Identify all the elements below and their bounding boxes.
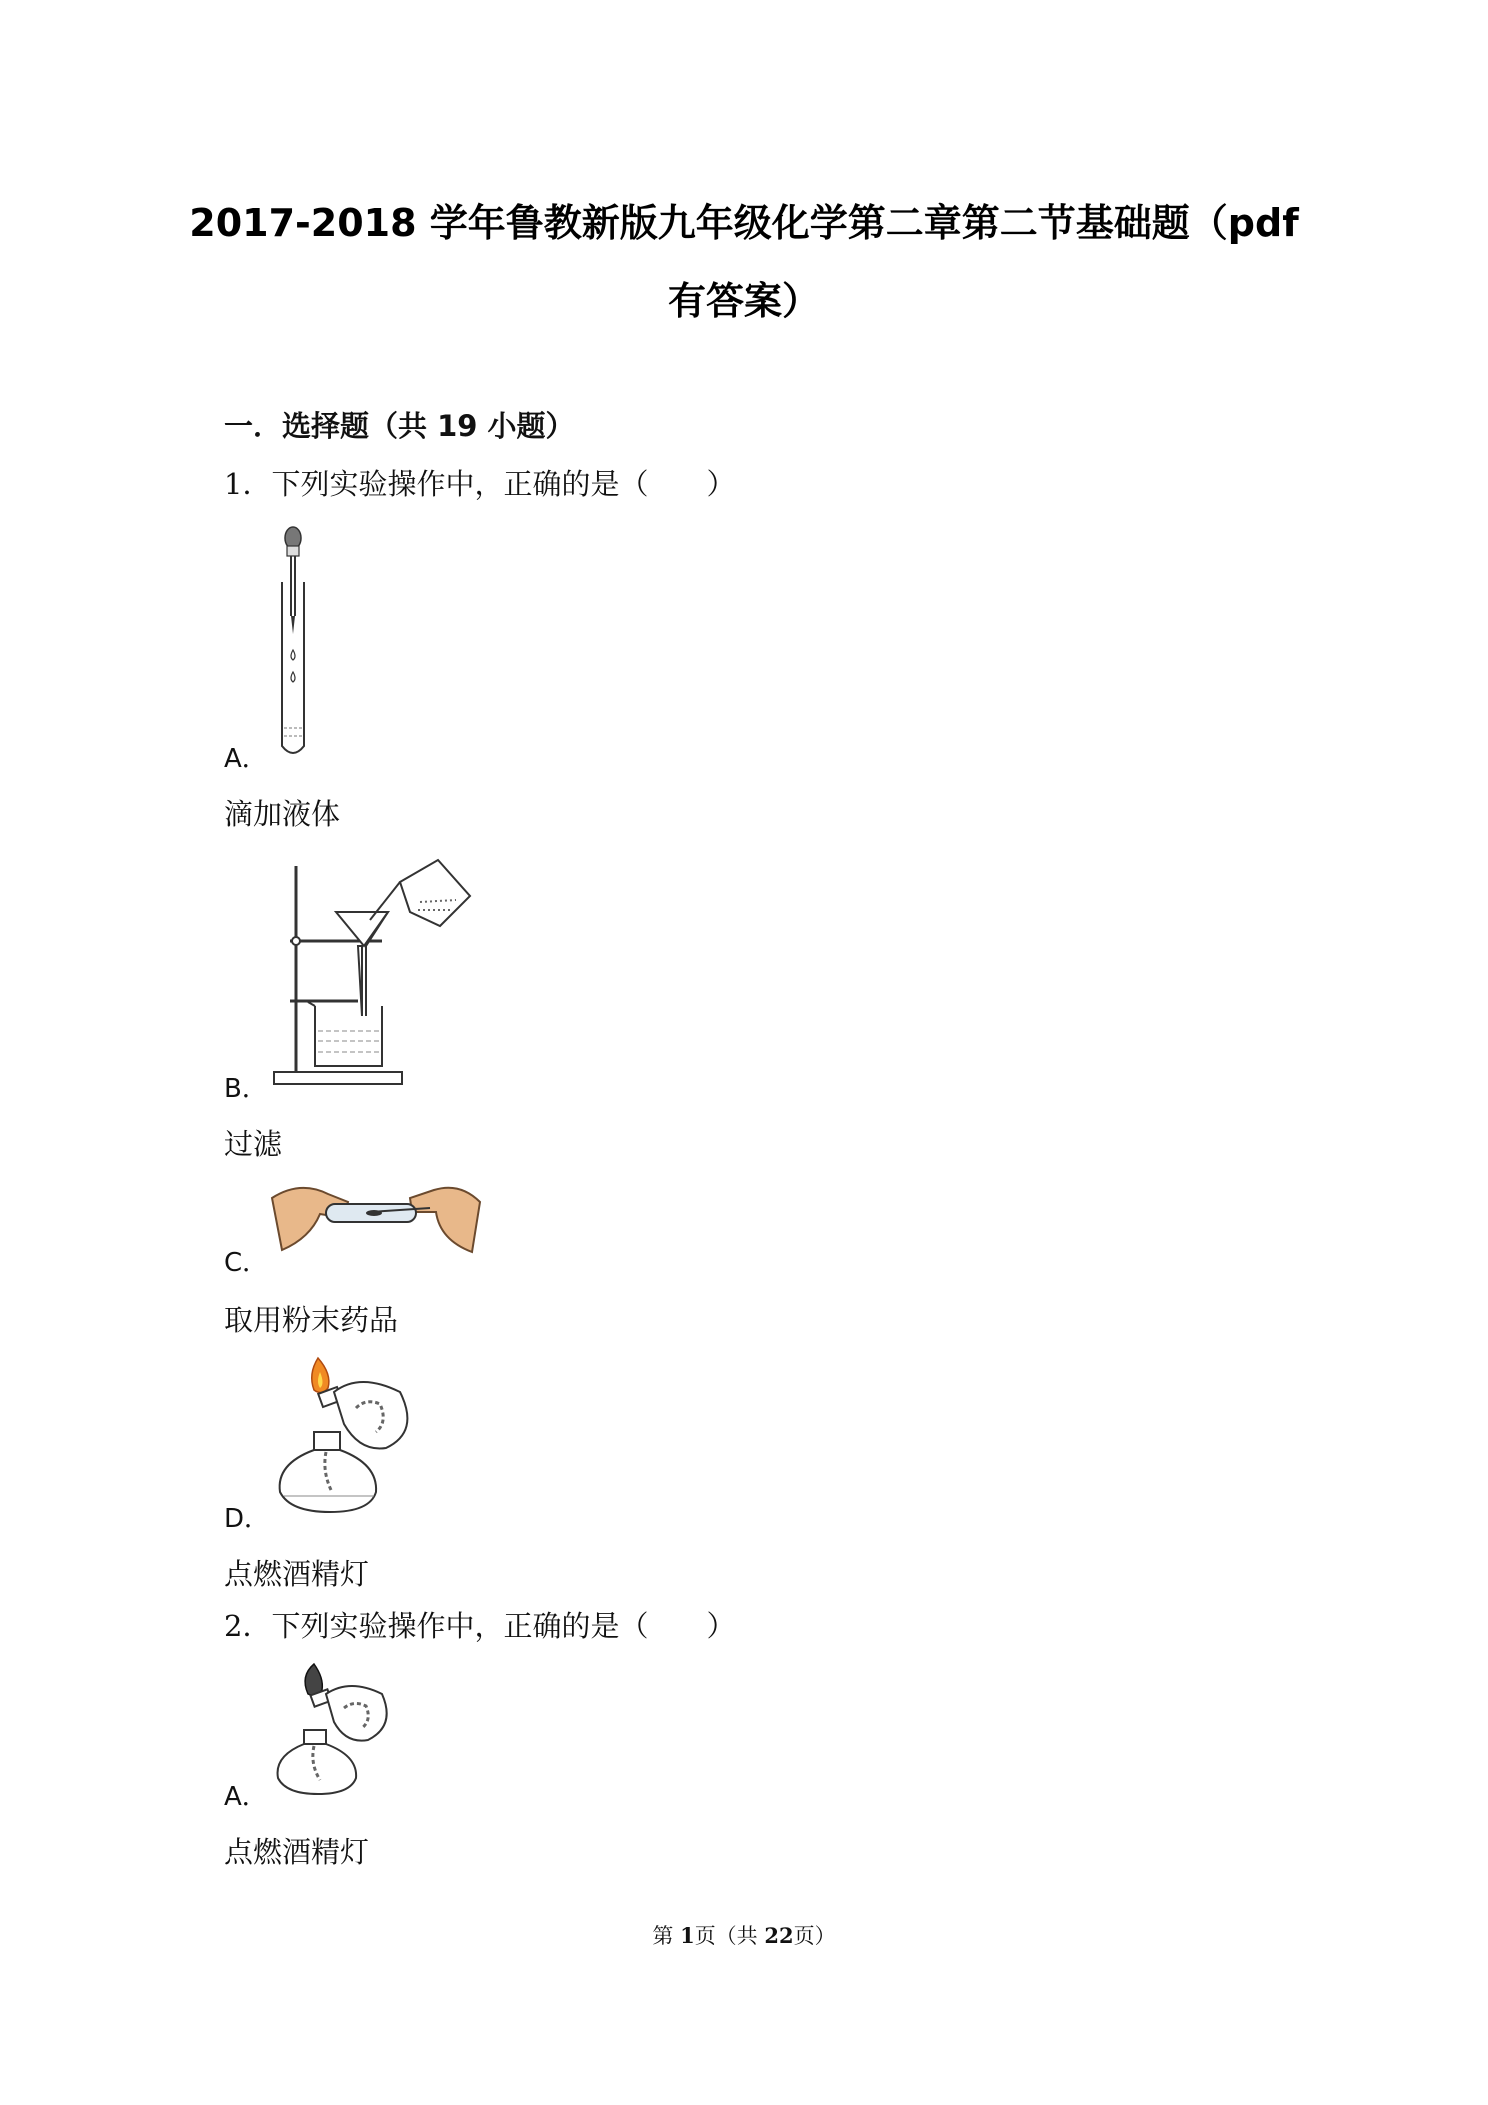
question-1-stem: 1．下列实验操作中，正确的是（ ） [224, 467, 736, 501]
alcohol-lamp-lighting-icon [270, 1352, 420, 1520]
hands-test-tube-icon [270, 1178, 482, 1260]
footer-middle: 页（共 [694, 1924, 765, 1948]
option-caption-c: 取用粉末药品 [224, 1303, 399, 1337]
option-caption-a: 滴加液体 [224, 797, 341, 831]
option-caption-b: 过滤 [224, 1127, 283, 1161]
q2-option-caption-a: 点燃酒精灯 [224, 1835, 370, 1869]
page-footer [0, 1920, 1488, 1950]
option-label-a: A． [224, 744, 268, 774]
filtration-apparatus-icon [270, 856, 482, 1088]
document-title: 2017-2018 学年鲁教新版九年级化学第二章第二节基础题（pdf [189, 201, 1299, 245]
footer-page-number: 1 [680, 1923, 695, 1948]
footer-suffix: 页） [793, 1924, 836, 1948]
question-2-stem: 2．下列实验操作中，正确的是（ ） [224, 1609, 736, 1643]
option-caption-d: 点燃酒精灯 [224, 1557, 370, 1591]
document-title-continued: 有答案） [667, 279, 820, 323]
option-label-d: D． [224, 1504, 271, 1534]
option-label-c: C． [224, 1248, 269, 1278]
footer-prefix: 第 [652, 1924, 681, 1948]
dropper-test-tube-icon [270, 524, 316, 760]
q2-option-label-a: A． [224, 1782, 268, 1812]
alcohol-lamp-lighting-icon [270, 1660, 396, 1800]
section-heading: 一．选择题（共 19 小题） [224, 409, 575, 443]
footer-total-pages: 22 [764, 1923, 794, 1948]
option-label-b: B． [224, 1074, 268, 1104]
